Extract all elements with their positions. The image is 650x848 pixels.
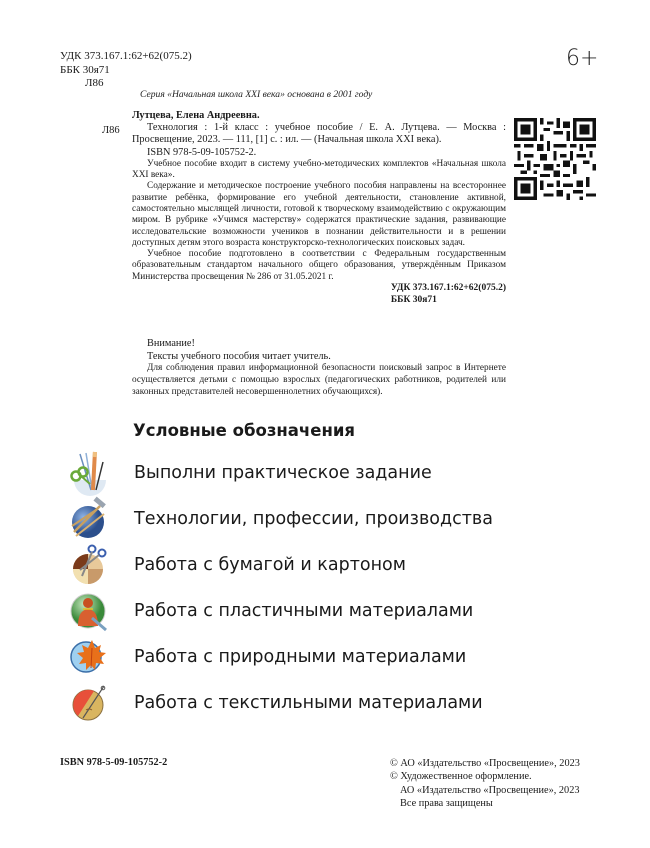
catalog-side-code: Л86 <box>102 125 120 136</box>
hammer-tools-icon <box>66 496 112 542</box>
legend-item-natural <box>66 634 566 680</box>
catalog-card <box>132 110 506 306</box>
attention-block <box>132 337 506 398</box>
plasticine-figure-icon <box>66 588 112 634</box>
bbk-code: ББК 30я71 <box>60 63 110 76</box>
udk-code: УДК 373.167.1:62+62(075.2) <box>60 50 192 62</box>
attention-heading: Внимание! <box>147 338 195 349</box>
copyright-block <box>390 757 580 810</box>
series-note: Серия «Начальная школа XXI века» основана в 2001 году <box>140 89 373 100</box>
needle-fabric-icon <box>66 680 112 726</box>
legend-label: Работа с бумагой и картоном <box>134 555 406 575</box>
legend-label: Работа с природными материалами <box>134 647 467 667</box>
author-mark: Л86 <box>85 77 104 89</box>
rights-reserved: Все права защищены <box>400 797 493 809</box>
legend-item-practical-task <box>66 450 566 496</box>
legend-item-textile <box>66 680 566 726</box>
legend-label: Работа с текстильными материалами <box>134 693 483 713</box>
catalog-author: Лутцева, Елена Андреевна. <box>132 110 260 121</box>
legend-label: Технологии, профессии, производства <box>134 509 493 529</box>
legend-label: Выполни практическое задание <box>134 463 432 483</box>
catalog-bbk: ББК 30я71 <box>390 294 437 305</box>
attention-line-2: Для соблюдения правил информационной безопасности поисковый запрос в Интернете осуществляется детьми с помощью взрослых (педагогических работников, родителей или законных представителей несовершеннолетних обучающихся). <box>132 363 506 397</box>
copyright-design-publisher: АО «Издательство «Просвещение», 2023 <box>400 784 580 796</box>
legend-item-plastic <box>66 588 566 634</box>
catalog-para-1: Учебное пособие входит в систему учебно-методических комплектов «Начальная школа XXI века». <box>132 158 506 181</box>
qr-code-icon[interactable] <box>514 118 596 200</box>
catalog-para-3: Учебное пособие подготовлено в соответствии с Федеральным государственным образовательным стандартом начального общего образования, утверждённым Приказом Министерства просвещения № 286 от 31.05.2021 г. <box>132 249 506 282</box>
attention-line-1: Тексты учебного пособия читает учитель. <box>147 351 331 362</box>
craft-tools-icon <box>66 450 112 496</box>
copyright-design: © Художественное оформление. <box>390 771 532 783</box>
legend-label: Работа с пластичными материалами <box>134 601 474 621</box>
catalog-udk: УДК 373.167.1:62+62(075.2) <box>390 283 506 294</box>
isbn-footer: ISBN 978-5-09-105752-2 <box>60 757 168 768</box>
catalog-codes <box>132 283 506 306</box>
legend-item-paper <box>66 542 566 588</box>
catalog-para-2: Содержание и методическое построение учебного пособия направлены на всестороннее развитие ребёнка, формирование его учебной деятельности, становление активной, самостоятельно мыслящей личности, готовой к творческому взаимодействию с окружающим миром. В рубрике «Учимся мастерству» содержатся практические задания, развивающие исследовательские возможности учеников в познании действительности и в решении доступных детям этого возраста конструкторско-технологических поисковых задач. <box>132 181 506 248</box>
catalog-title: Технология : 1-й класс : учебное пособие / Е. А. Лутцева. — Москва : Просвещение, 2023. — 111, [1] с. : ил. — (Начальная школа XXI века). <box>132 122 506 146</box>
legend-item-technologies <box>66 496 566 542</box>
legend-list <box>66 450 566 726</box>
maple-leaf-icon <box>66 634 112 680</box>
udk-block <box>60 50 192 91</box>
catalog-isbn: ISBN 978-5-09-105752-2. <box>147 146 257 158</box>
copyright-publisher: © АО «Издательство «Просвещение», 2023 <box>390 758 580 769</box>
age-rating: 6+ <box>566 46 599 71</box>
paper-scissors-icon <box>66 542 112 588</box>
legend-title: Условные обозначения <box>133 421 356 440</box>
